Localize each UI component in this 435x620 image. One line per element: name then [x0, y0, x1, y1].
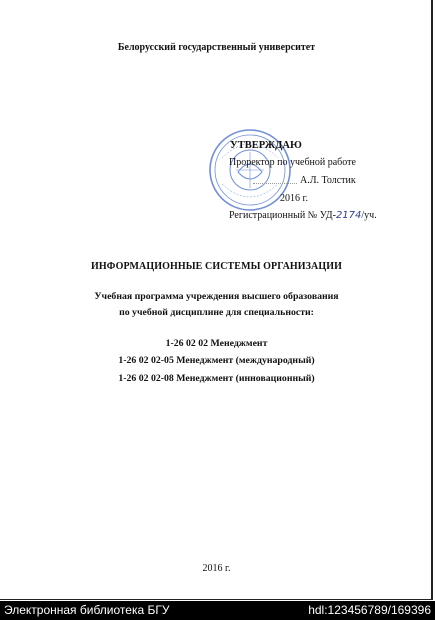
library-name: Электронная библиотека БГУ [4, 603, 170, 617]
discipline-title: ИНФОРМАЦИОННЫЕ СИСТЕМЫ ОРГАНИЗАЦИИ [91, 261, 342, 272]
registration-number [229, 210, 377, 221]
approval-title: УТВЕРЖДАЮ [230, 140, 302, 151]
registration-prefix: Регистрационный № УД- [229, 210, 336, 221]
approval-position: Проректор по учебной работе [229, 157, 356, 168]
program-description-line1: Учебная программа учреждения высшего образования [94, 291, 339, 302]
approval-signer: А.Л. Толстик [300, 175, 356, 186]
university-name: Белорусский государственный университет [117, 42, 316, 53]
approval-date: 2016 г. [280, 193, 308, 204]
handle-link[interactable]: hdl:123456789/169396 [308, 603, 431, 617]
program-description-line2: по учебной дисциплине для специальности: [119, 307, 314, 318]
document-year: 2016 г. [202, 563, 231, 574]
registration-handwritten-number: 2174 [335, 210, 362, 221]
registration-suffix: /уч. [361, 210, 377, 221]
specialty-item: 1-26 02 02 Менеджмент [165, 338, 268, 349]
specialty-item: 1-26 02 02-08 Менеджмент (инновационный) [118, 373, 315, 384]
specialty-item: 1-26 02 02-05 Менеджмент (международный) [118, 355, 315, 366]
signature-line [253, 183, 297, 184]
library-footer-bar [0, 601, 435, 620]
